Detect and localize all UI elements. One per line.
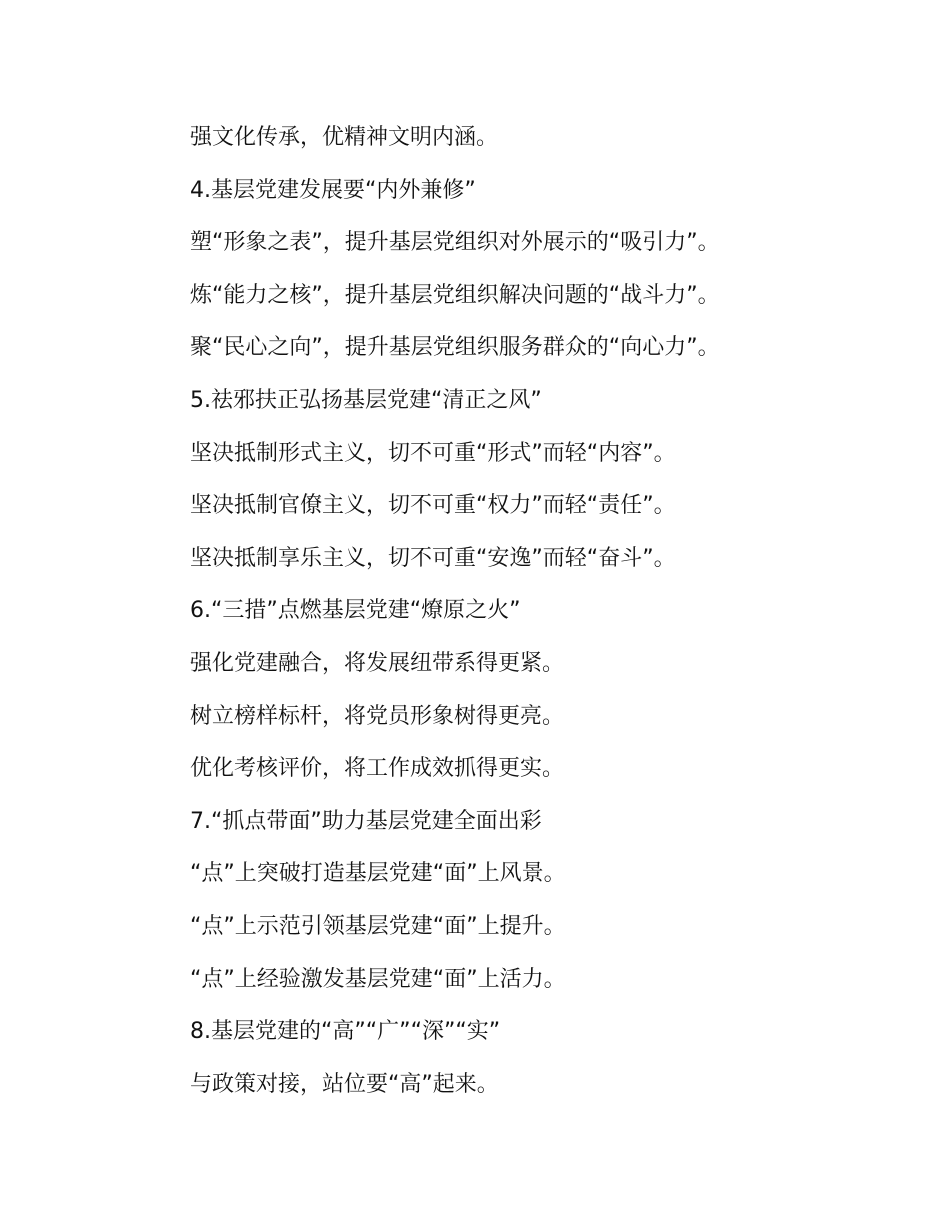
paragraph: 炼“能力之核”，提升基层党组织解决问题的“战斗力”。 bbox=[190, 282, 720, 308]
paragraph: “点”上经验激发基层党建“面”上活力。 bbox=[190, 966, 566, 992]
paragraph: 坚决抵制形式主义，切不可重“形式”而轻“内容”。 bbox=[190, 440, 676, 466]
paragraph: 坚决抵制享乐主义，切不可重“安逸”而轻“奋斗”。 bbox=[190, 545, 676, 571]
paragraph: 聚“民心之向”，提升基层党组织服务群众的“向心力”。 bbox=[190, 335, 720, 361]
section-heading: 5.祛邪扶正弘扬基层党建“清正之风” bbox=[190, 387, 542, 413]
paragraph: 坚决抵制官僚主义，切不可重“权力”而轻“责任”。 bbox=[190, 493, 676, 519]
section-heading: 7.“抓点带面”助力基层党建全面出彩 bbox=[190, 808, 542, 834]
section-heading: 6.“三措”点燃基层党建“燎原之火” bbox=[190, 598, 521, 624]
section-heading: 4.基层党建发展要“内外兼修” bbox=[190, 177, 476, 203]
paragraph: 优化考核评价，将工作成效抓得更实。 bbox=[190, 756, 565, 782]
paragraph: 树立榜样标杆，将党员形象树得更亮。 bbox=[190, 703, 565, 729]
document-body bbox=[190, 112, 910, 1111]
paragraph: “点”上突破打造基层党建“面”上风景。 bbox=[190, 861, 566, 887]
section-heading: 8.基层党建的“高”“广”“深”“实” bbox=[190, 1019, 501, 1045]
paragraph: 塑“形象之表”，提升基层党组织对外展示的“吸引力”。 bbox=[190, 230, 720, 256]
paragraph: 与政策对接，站位要“高”起来。 bbox=[190, 1071, 499, 1097]
paragraph: 强文化传承，优精神文明内涵。 bbox=[190, 125, 499, 150]
paragraph: 强化党建融合，将发展纽带系得更紧。 bbox=[190, 650, 565, 676]
paragraph: “点”上示范引领基层党建“面”上提升。 bbox=[190, 913, 566, 939]
